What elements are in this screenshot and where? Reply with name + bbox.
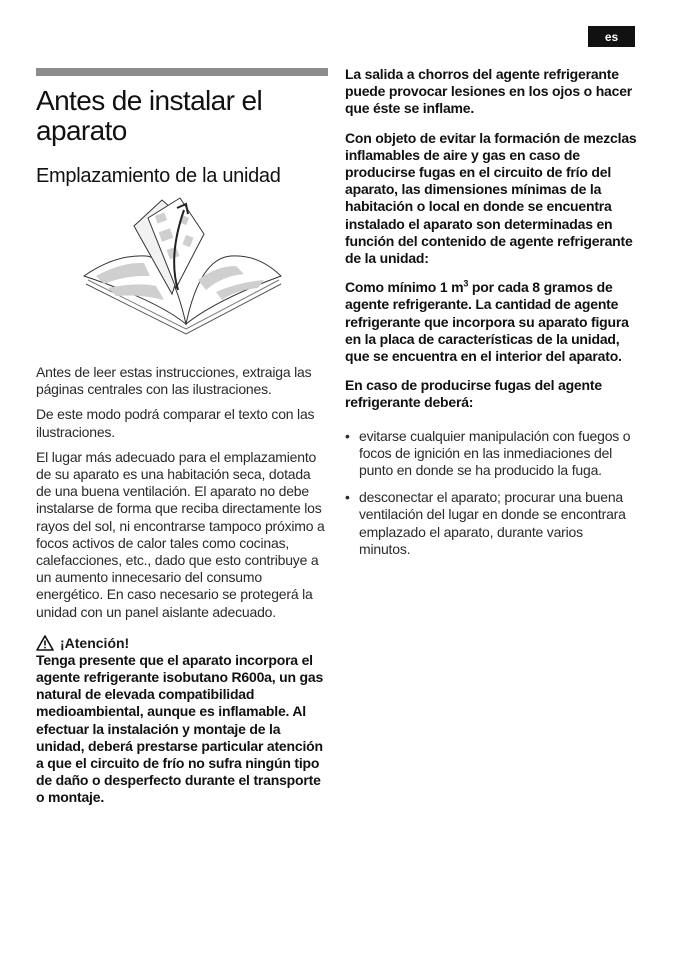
volume-rule-end: por cada 8 gramos de agente refrigerante. La cantidad de agente refrigerante que incorpora su aparato figura en la placa de características de la unidad, que se encuentra en el interior del aparato. <box>345 279 629 365</box>
section-rule <box>36 68 328 76</box>
right-column <box>345 66 637 568</box>
leak-instructions-heading: En caso de producirse fugas del agente refrigerante deberá: <box>345 377 602 411</box>
list-item: • desconectar el aparato; procurar una buena ventilación del lugar en donde se encontrara emplazado el aparato, durante varios minutos. <box>345 489 637 558</box>
section-subtitle: Emplazamiento de la unidad <box>36 165 281 187</box>
location-paragraph: El lugar más adecuado para el emplazamiento de su aparato es una habitación seca, dotada de una buena ventilación. El aparato no debe instalarse de forma que reciba directamente los rayos del sol, ni encontrarse tampoco próximo a focos activos de calor tales como cocinas, calefacciones, etc., dado que esto contribuye a un aumento innecesario del consumo energético. En caso necesario se protegerá la unidad con un panel aislante adecuado. <box>36 448 325 620</box>
room-size-paragraph: Con objeto de evitar la formación de mezclas inflamables de aire y gas en caso de producirse fugas en el circuito de frío del aparato, las dimensiones mínimas de la habitación o local en donde se encuentra instalado el aparato son determinadas en función del contenido de agente refrigerante de la unidad: <box>345 129 637 267</box>
intro-paragraph: Antes de leer estas instrucciones, extraiga las páginas centrales con las ilustraciones. <box>36 364 312 398</box>
cubic-superscript: 3 <box>463 278 469 289</box>
warning-triangle-icon <box>36 635 54 651</box>
warning-label: ¡Atención! <box>60 634 130 651</box>
list-item: • evitarse cualquier manipulación con fuegos o focos de ignición en las inmediaciones del punto en donde se ha producido la fuga. <box>345 428 637 480</box>
warning-heading <box>36 635 328 652</box>
warning-text: Tenga presente que el aparato incorpora el agente refrigerante isobutano R600a, un gas natural de elevada compatibilidad medioambiental, aunque es inflamable. Al efectuar la instalación y montaje de la unidad, deberá prestarse particular atención a que el circuito de frío no sufra ningún tipo de daño o desperfecto durante el transporte o montaje. <box>36 651 324 806</box>
compare-paragraph: De este modo podrá comparar el texto con las ilustraciones. <box>36 406 315 440</box>
language-badge: es <box>588 26 635 47</box>
left-column <box>36 68 328 815</box>
volume-rule-paragraph <box>345 279 637 365</box>
leak-actions-list <box>345 428 637 558</box>
manual-book-illustration <box>76 196 286 346</box>
volume-rule-start: Como mínimo 1 m <box>345 279 464 296</box>
refrigerant-injury-paragraph: La salida a chorros del agente refrigerante puede provocar lesiones en los ojos o hacer que éste se inflame. <box>345 66 633 117</box>
page-title: Antes de instalar el aparato <box>36 85 263 146</box>
